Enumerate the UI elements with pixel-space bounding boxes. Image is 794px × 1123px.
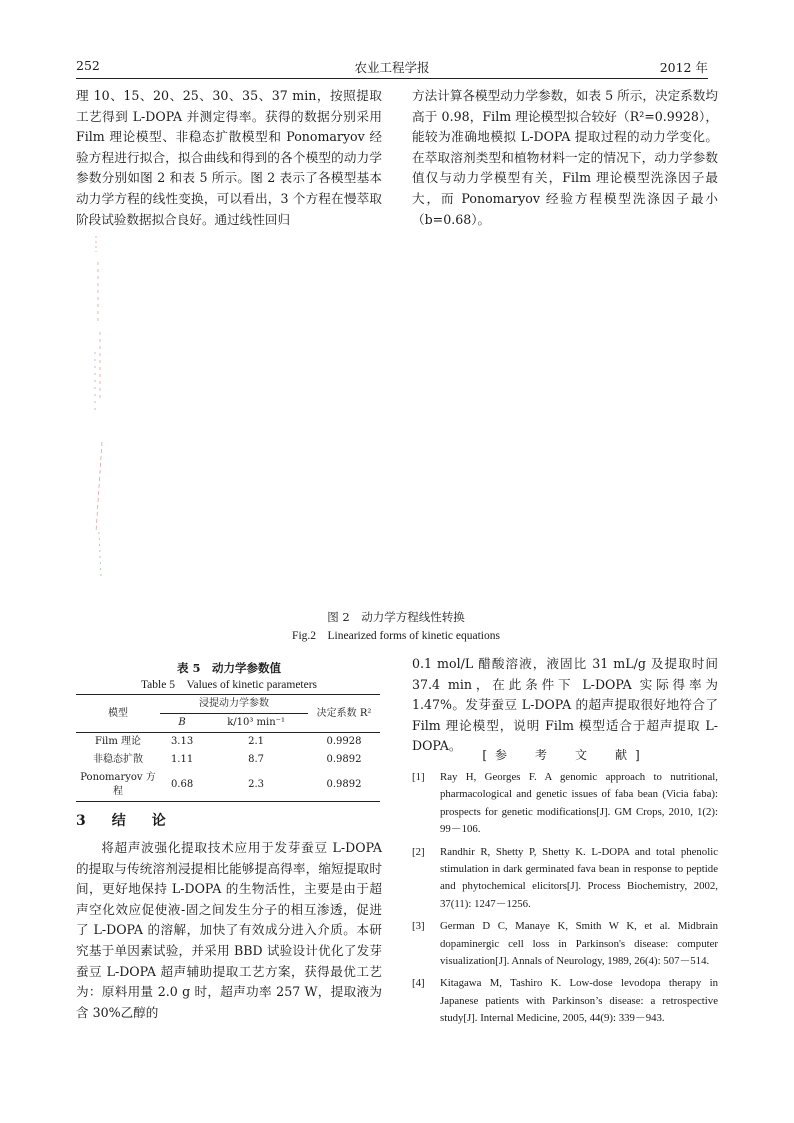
- cell-r2: 0.9928: [326, 736, 362, 747]
- table-row: [76, 733, 380, 752]
- paragraph-conclusion-cont: 0.1 mol/L 醋酸溶液，液固比 31 mL/g 及提取时间 37.4 min，在此条件下 L-DOPA 实际得率为 1.47%。发芽蚕豆 L-DOPA 的超声提取很好地符合了 Film 理论模型，说明 Film 模型适合于超声提取 L-DOPA。: [412, 656, 718, 754]
- reference-item: [412, 975, 718, 1027]
- col-header-group: 浸提动力学参数: [160, 695, 308, 714]
- reference-number: [2]: [412, 845, 425, 858]
- cell-model: Ponomaryov 方程: [76, 769, 160, 802]
- page-number: 252: [76, 58, 100, 73]
- section-3-heading: 3 结 论: [76, 813, 172, 829]
- kinetic-parameters-table: [76, 694, 380, 802]
- reference-item: [412, 844, 718, 914]
- figure-2-area: [76, 232, 716, 602]
- col-header-k: k/10³ min⁻¹: [204, 714, 308, 733]
- col-header-model: 模型: [76, 695, 160, 733]
- figure-2-graphic: [76, 232, 716, 602]
- reference-number: [3]: [412, 920, 425, 933]
- col-header-r2: 决定系数 R²: [308, 695, 380, 733]
- cell-r2: 0.9892: [308, 769, 380, 802]
- references-title: [参 考 文 献]: [482, 748, 648, 762]
- reference-text: Randhir R, Shetty P, Shetty K. L-DOPA and total phenolic stimulation in dark germinated fava bean in response to peptide and phytochemical elicitors[J]. Process Biochemistry, 2002, 37(11): 1247－1256.: [440, 845, 718, 910]
- cell-k: 8.7: [248, 754, 265, 765]
- references-list: [412, 769, 718, 1028]
- cell-b: 0.68: [160, 769, 204, 802]
- paragraph-conclusion: 将超声波强化提取技术应用于发芽蚕豆 L-DOPA 的提取与传统溶剂浸提相比能够提高得率，缩短提取时间，更好地保持 L-DOPA 的生物活性，主要是由于超声空化效应促使液-固之间发生分子的相互渗透，促进了 L-DOPA 的溶解，加快了有效成分进入介质。本研究基于单因素试验，并采用 BBD 试验设计优化了发芽蚕豆 L-DOPA 超声辅助提取工艺方案，获得最优工艺为：原料用量 2.0 g 时，超声功率 257 W，提取液为含 30%乙醇的: [76, 840, 382, 1020]
- running-header: [76, 56, 708, 79]
- reference-text: Ray H, Georges F. A genomic approach to nutritional, pharmacological and genetic issues of faba bean (Vicia faba): prospects for genetic modifications[J]. GM Crops, 2010, 1(2): 99－106.: [440, 771, 718, 836]
- paragraph-kinetics: 方法计算各模型动力学参数，如表 5 所示，决定系数均高于 0.98，Film 理论模型拟合较好（R²=0.9928），能较为准确地模拟 L-DOPA 提取过程的动力学变化。在萃取溶剂类型和植物材料一定的情况下，动力学参数值仅与动力学模型有关，Film 理论模型洗涤因子最大，而 Ponomaryov 经验方程模型洗涤因子最小（b=0.68）。: [412, 88, 718, 227]
- cell-k: 2.3: [204, 769, 308, 802]
- reference-text: German D C, Manaye K, Smith W K, et al. Midbrain dopaminergic cell loss in Parkinson's disease: computer visualization[J]. Annals of Neurology, 1989, 26(4): 507－514.: [440, 920, 718, 968]
- journal-title: 农业工程学报: [354, 60, 430, 75]
- left-column-top: [76, 86, 382, 230]
- paragraph-methods: 理 10、15、20、25、30、35、37 min，按照提取工艺得到 L-DOPA 并测定得率。获得的数据分别采用 Film 理论模型、非稳态扩散模型和 Ponomaryov 经验方程进行拟合，拟合曲线和得到的各个模型的动力学参数分别如图 2 和表 5 所示。图 2 表示了各模型基本动力学方程的线性变换，可以看出，3 个方程在慢萃取阶段试验数据拟合良好。通过线性回归: [76, 88, 382, 227]
- table-title-cn: 表 5 动力学参数值: [176, 661, 281, 675]
- table-row: [76, 751, 380, 769]
- right-column-top: [412, 86, 718, 230]
- reference-item: [412, 769, 718, 839]
- table-row: [76, 769, 380, 802]
- reference-number: [4]: [412, 977, 425, 990]
- cell-model: Film 理论: [95, 736, 141, 747]
- cell-model: 非稳态扩散: [93, 754, 143, 765]
- reference-text: Kitagawa M, Tashiro K. Low-dose levodopa therapy in Japanese patients with Parkinson’s disease: a retrospective study[J]. Internal Medicine, 2005, 44(9): 339－943.: [440, 977, 718, 1025]
- cell-r2: 0.9892: [326, 754, 362, 765]
- col-header-b: B: [160, 714, 204, 733]
- section-3-body: [76, 838, 382, 1023]
- cell-b: 3.13: [170, 736, 194, 747]
- faint-plot-traces: [95, 236, 102, 577]
- journal-year: 2012 年: [659, 60, 708, 75]
- reference-item: [412, 918, 718, 970]
- reference-number: [1]: [412, 771, 425, 783]
- table-5-block: [76, 660, 382, 802]
- cell-b: 1.11: [170, 754, 194, 765]
- cell-k: 2.1: [248, 736, 265, 747]
- right-column-continuation: [412, 654, 718, 757]
- figure-caption: [76, 608, 716, 646]
- table-title-en: Table 5 Values of kinetic parameters: [140, 679, 318, 691]
- figure-caption-en: Fig.2 Linearized forms of kinetic equations: [292, 630, 500, 642]
- references-section: [412, 746, 718, 1033]
- figure-caption-cn: 图 2 动力学方程线性转换: [327, 610, 465, 624]
